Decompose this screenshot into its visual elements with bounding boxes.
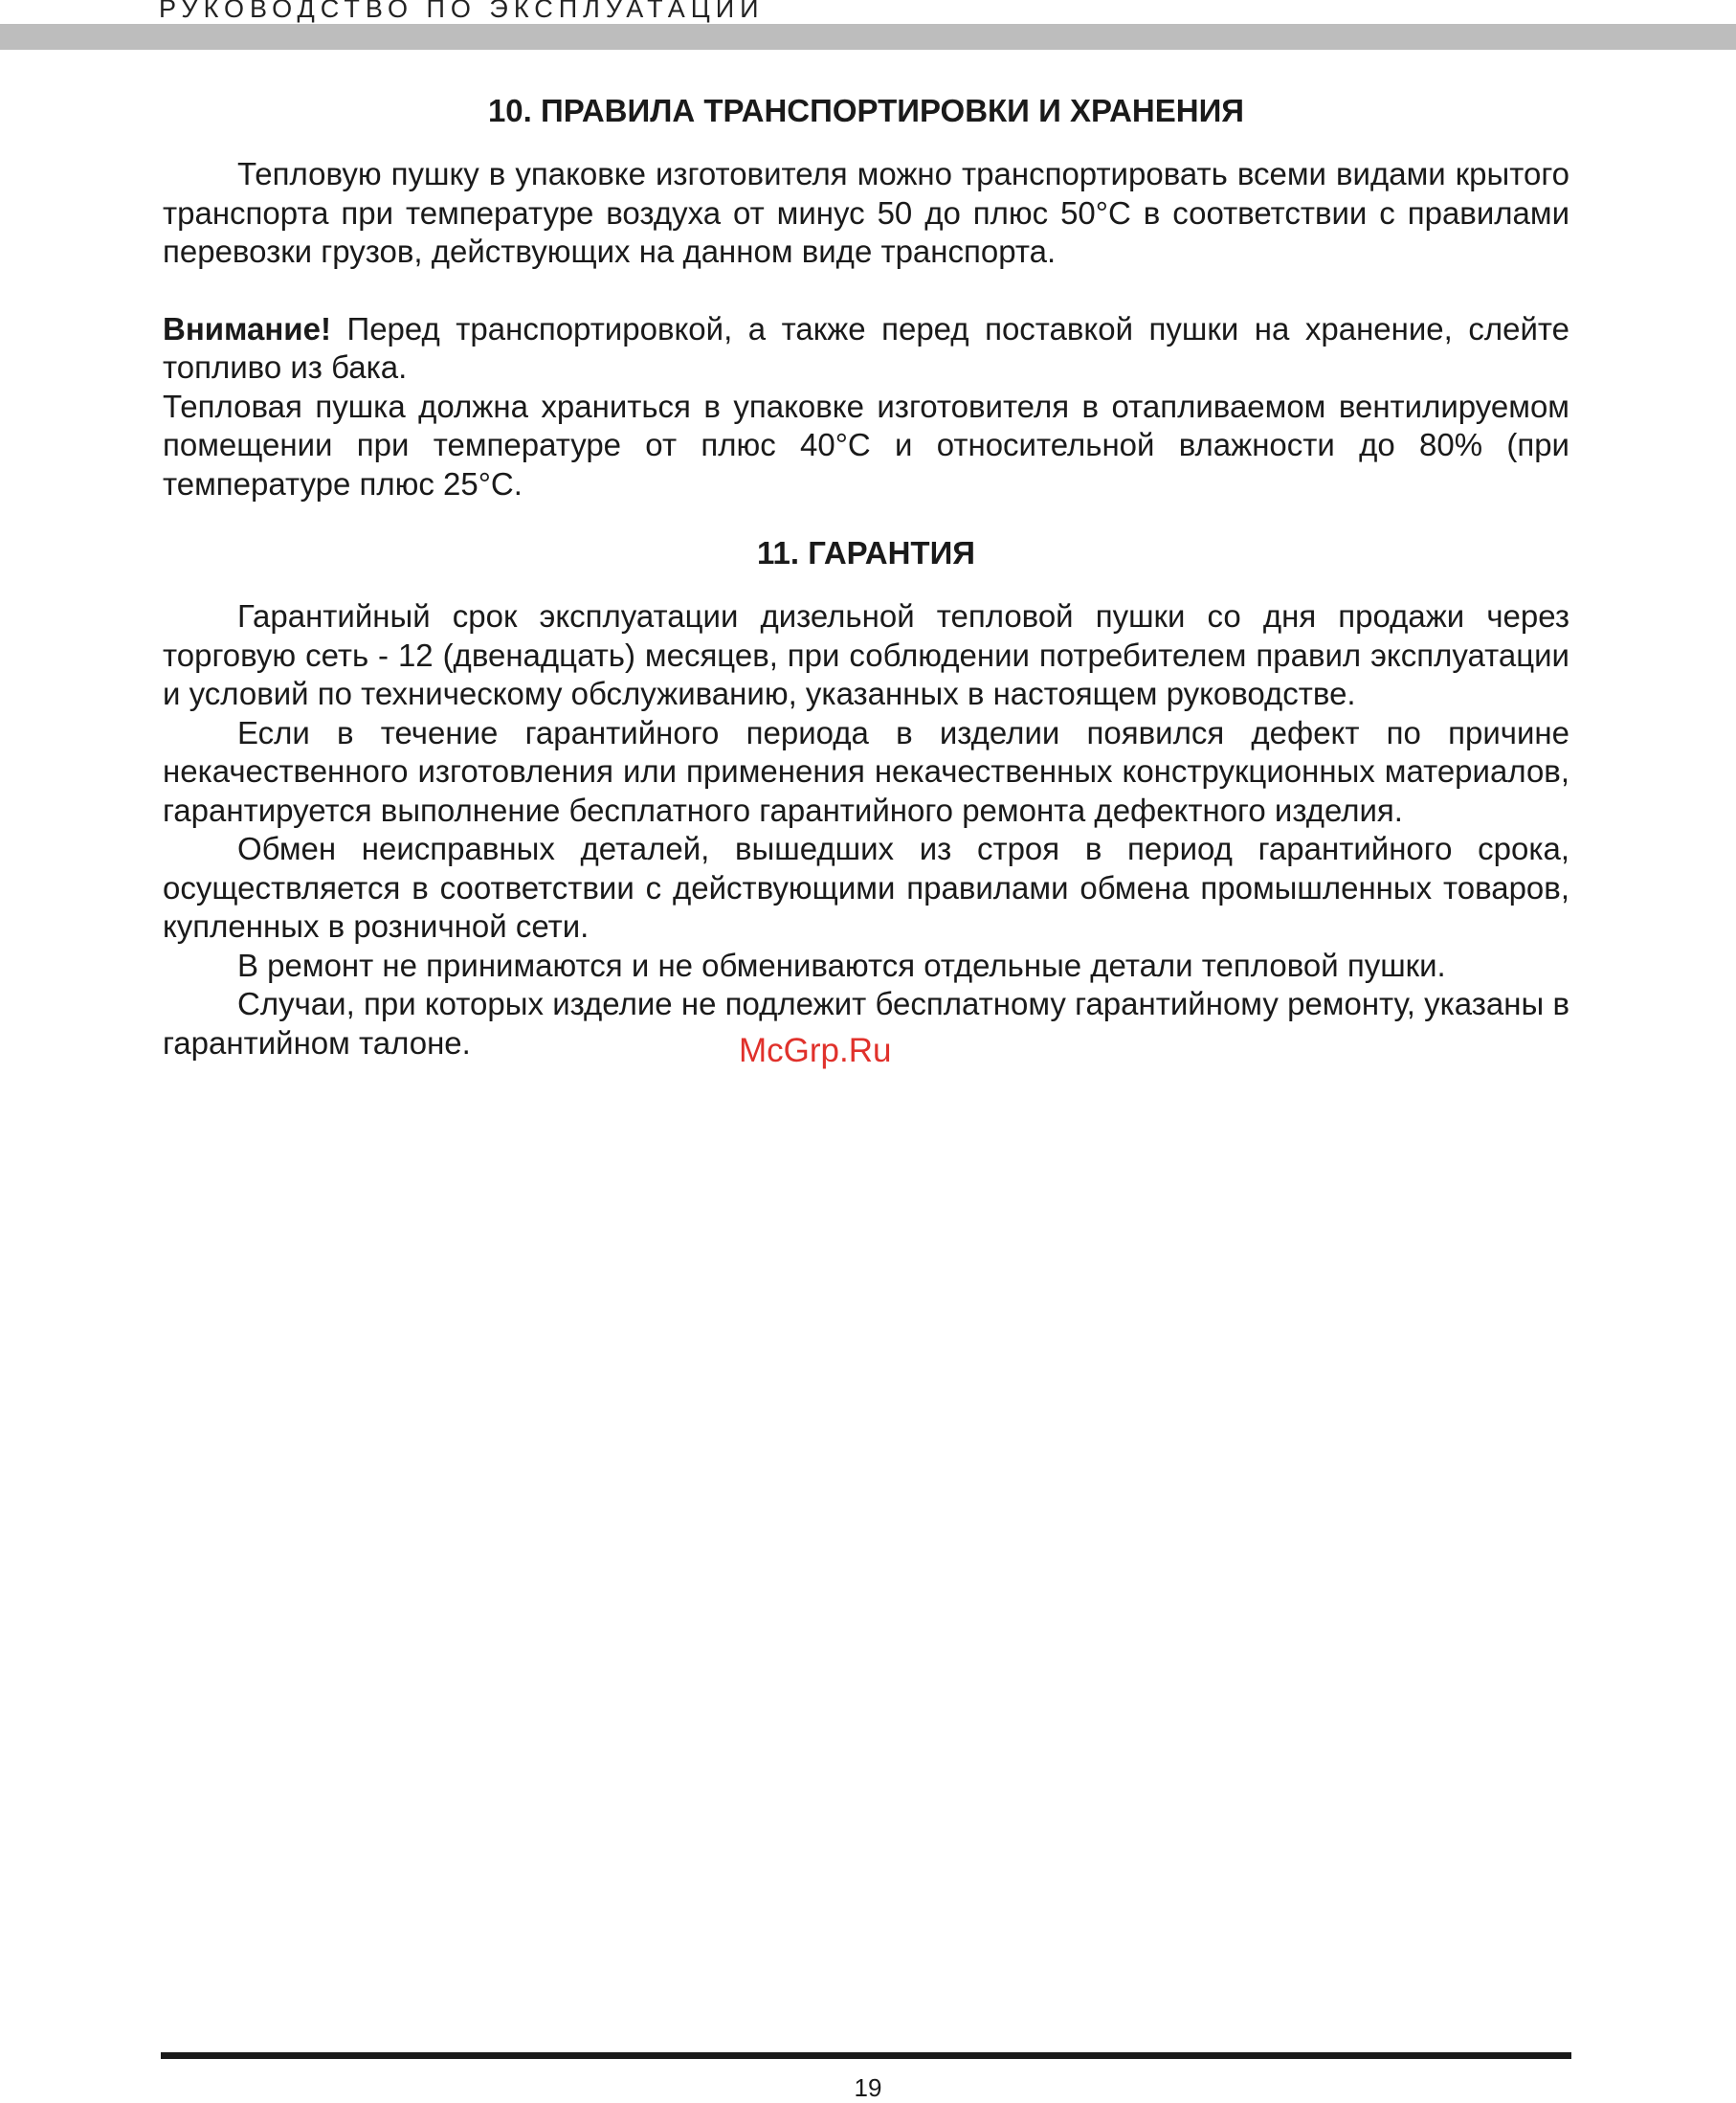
section-10-paragraph-1: Тепловую пушку в упаковке изготовителя можно транспортировать всеми видами крытого транспорта при температуре воздуха от минус 50 до плюс 50°С в соответствии с правилами перевозки грузов, действующих на данном виде транспорта. [163, 156, 1569, 269]
attention-text: Перед транспортировкой, а также перед поставкой пушки на хранение, слейте топливо из бака. [163, 310, 1569, 385]
running-header: РУКОВОДСТВО ПО ЭКСПЛУАТАЦИИ [159, 0, 765, 23]
section-11-paragraph-5: Случаи, при которых изделие не подлежит бесплатному гарантийному ремонту, указаны в гарантийном талоне. [163, 986, 1569, 1061]
section-11-paragraph-2: Если в течение гарантийного периода в изделии появился дефект по причине некачественного изготовления или применения некачественных конструкционных материалов, гарантируется выполнение бесплатного гарантийного ремонта дефектного изделия. [163, 714, 1569, 828]
section-11-paragraph-4: В ремонт не принимаются и не обмениваются отдельные детали тепловой пушки. [237, 947, 1446, 983]
watermark-logo: McGrp.Ru [739, 1032, 892, 1069]
header-bar [0, 24, 1736, 50]
footer-rule [161, 2052, 1571, 2059]
section-11-paragraph-3: Обмен неисправных деталей, вышедших из строя в период гарантийного срока, осуществляется в соответствии с действующими правилами обмена промышленных товаров, купленных в розничной сети. [163, 831, 1569, 944]
section-10-paragraph-3: Тепловая пушка должна храниться в упаковке изготовителя в отапливаемом вентилируемом помещении при температуре от плюс 40°С и относительной влажности до 80% (при температуре плюс 25°С. [163, 388, 1569, 502]
attention-label: Внимание! [163, 310, 331, 347]
section-10-attention-paragraph [163, 310, 1569, 388]
section-11-paragraph-1: Гарантийный срок эксплуатации дизельной тепловой пушки со дня продажи через торговую сеть - 12 (двенадцать) месяцев, при соблюдении потребителем правил эксплуатации и условий по техническому обслуживанию, указанных в настоящем руководстве. [163, 598, 1569, 711]
page-number: 19 [854, 2073, 882, 2102]
page-content [163, 92, 1569, 1063]
section-11-title: 11. ГАРАНТИЯ [756, 535, 976, 570]
section-10-title: 10. ПРАВИЛА ТРАНСПОРТИРОВКИ И ХРАНЕНИЯ [487, 93, 1245, 128]
